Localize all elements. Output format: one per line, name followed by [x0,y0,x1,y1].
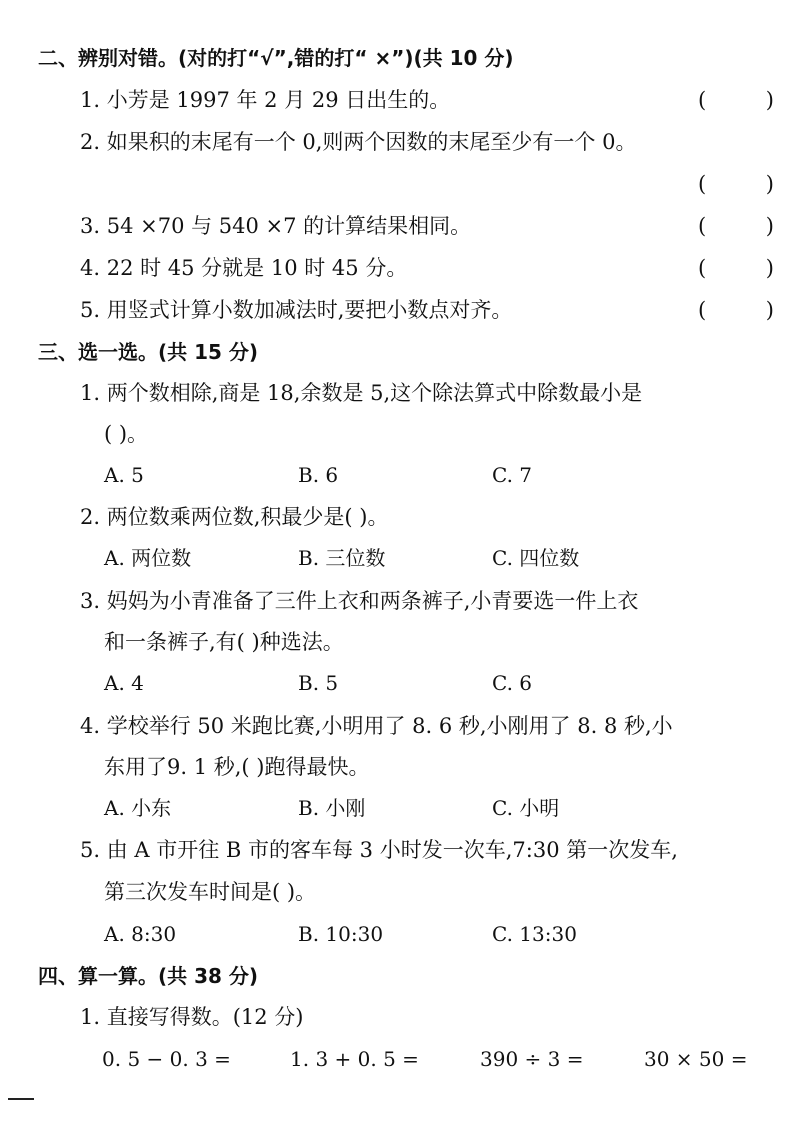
choice-q2-option-a[interactable]: A. 两位数 [104,546,192,570]
choice-q2-option-b[interactable]: B. 三位数 [298,546,386,570]
judge-item-text: 3. 54 ×70 与 540 ×7 的计算结果相同。 [80,214,472,238]
section4-sub1: 1. 直接写得数。(12 分) [80,1005,304,1029]
choice-q4-option-c[interactable]: C. 小明 [492,796,560,820]
section3-title: 三、选一选。(共 15 分) [38,340,259,364]
answer-parentheses[interactable]: ( ) [698,214,774,238]
calc-expression: 0. 5 − 0. 3 = [102,1047,231,1071]
judge-item-text: 4. 22 时 45 分就是 10 时 45 分。 [80,256,408,280]
choice-q5-line1: 5. 由 A 市开往 B 市的客车每 3 小时发一次车,7:30 第一次发车, [80,838,678,862]
choice-q1-option-b[interactable]: B. 6 [298,463,339,487]
choice-q4-line2: 东用了9. 1 秒,( )跑得最快。 [104,755,370,779]
judge-item-text: 2. 如果积的末尾有一个 0,则两个因数的末尾至少有一个 0。 [80,130,637,154]
choice-q3-option-b[interactable]: B. 5 [298,671,339,695]
choice-q5-option-b[interactable]: B. 10:30 [298,922,384,946]
answer-parentheses[interactable]: ( ) [698,298,774,322]
calc-expression: 30 × 50 = [644,1047,748,1071]
choice-q3-line2: 和一条裤子,有( )种选法。 [104,630,344,654]
answer-parentheses[interactable]: ( ) [698,88,774,112]
judge-item-4 [0,252,794,284]
answer-parentheses[interactable]: ( ) [698,256,774,280]
judge-item-2 [0,126,794,158]
choice-q5-line2: 第三次发车时间是( )。 [104,880,317,904]
choice-q1-line2: ( )。 [104,422,149,446]
section4-title: 四、算一算。(共 38 分) [38,964,259,988]
calc-expression: 390 ÷ 3 = [480,1047,584,1071]
choice-q1-option-c[interactable]: C. 7 [492,463,533,487]
judge-item-1 [0,84,794,116]
choice-q5-option-a[interactable]: A. 8:30 [104,922,177,946]
footer-divider [8,1098,34,1100]
choice-q1-line1: 1. 两个数相除,商是 18,余数是 5,这个除法算式中除数最小是 [80,381,643,405]
choice-q4-option-a[interactable]: A. 小东 [104,796,172,820]
choice-q1-option-a[interactable]: A. 5 [104,463,144,487]
choice-q5-option-c[interactable]: C. 13:30 [492,922,577,946]
judge-item-text: 5. 用竖式计算小数加减法时,要把小数点对齐。 [80,298,513,322]
judge-item-text: 1. 小芳是 1997 年 2 月 29 日出生的。 [80,88,451,112]
judge-item-2-answer-row [0,168,794,200]
choice-q3-option-c[interactable]: C. 6 [492,671,533,695]
section2-title: 二、辨别对错。(对的打“√”,错的打“ ×”)(共 10 分) [38,46,514,70]
choice-q3-line1: 3. 妈妈为小青准备了三件上衣和两条裤子,小青要选一件上衣 [80,589,639,613]
choice-q2-option-c[interactable]: C. 四位数 [492,546,580,570]
judge-item-5 [0,294,794,326]
choice-q4-option-b[interactable]: B. 小刚 [298,796,366,820]
choice-q2-line1: 2. 两位数乘两位数,积最少是( )。 [80,505,389,529]
judge-item-3 [0,210,794,242]
answer-parentheses[interactable]: ( ) [698,172,774,196]
calc-expression: 1. 3 + 0. 5 = [290,1047,419,1071]
choice-q3-option-a[interactable]: A. 4 [104,671,144,695]
choice-q4-line1: 4. 学校举行 50 米跑比赛,小明用了 8. 6 秒,小刚用了 8. 8 秒,小 [80,714,673,738]
